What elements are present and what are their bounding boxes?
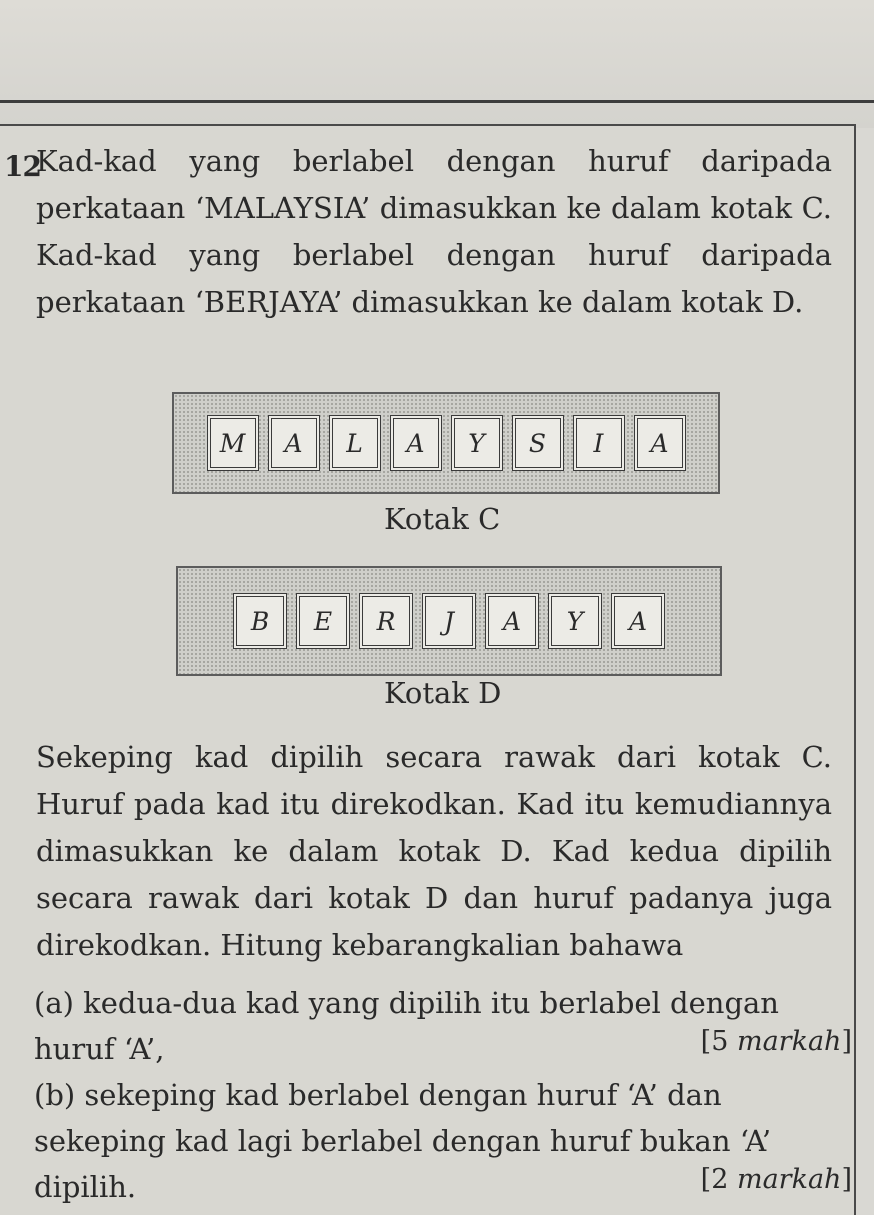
question-intro: Kad-kad yang berlabel dengan huruf daripada perkataan ‘MALAYSIA’ dimasukkan ke dalam kotak C. Kad-kad yang berlabel dengan huruf daripada perkataan ‘BERJAYA’ dimasukkan ke dalam kotak D. xyxy=(36,144,832,319)
card-c-1: M xyxy=(207,415,259,471)
part-b-marks-word: markah xyxy=(736,1164,842,1195)
part-a-marks-word: markah xyxy=(736,1026,842,1057)
card-c-5: Y xyxy=(451,415,503,471)
top-divider xyxy=(0,100,874,103)
card-d-3: R xyxy=(359,593,413,649)
card-d-5: A xyxy=(485,593,539,649)
kotak-d-label: Kotak D xyxy=(384,676,502,710)
part-a-marks xyxy=(701,1026,852,1057)
part-b-marks-num: [2 xyxy=(700,1164,729,1195)
page-top-blank xyxy=(0,0,874,128)
question-number: 12 xyxy=(4,150,41,183)
part-b-marks-close: ] xyxy=(841,1164,852,1195)
part-a-text: kedua-dua kad yang dipilih itu berlabel dengan huruf ‘A’, xyxy=(34,986,779,1066)
part-a-marks-num: [5 xyxy=(700,1026,729,1057)
card-d-1: B xyxy=(233,593,287,649)
card-c-4: A xyxy=(390,415,442,471)
card-c-2: A xyxy=(268,415,320,471)
question-body: Sekeping kad dipilih secara rawak dari kotak C. Huruf pada kad itu direkodkan. Kad itu kemudiannya dimasukkan ke dalam kotak D. Kad kedua dipilih secara rawak dari kotak D dan huruf padanya juga direkodkan. Hitung kebarangkalian bahawa xyxy=(36,740,832,962)
card-d-4: J xyxy=(422,593,476,649)
part-a-marks-close: ] xyxy=(841,1026,852,1057)
part-b-marks xyxy=(701,1164,852,1195)
card-c-3: L xyxy=(329,415,381,471)
card-d-7: A xyxy=(611,593,665,649)
card-c-6: S xyxy=(512,415,564,471)
part-b-text: sekeping kad berlabel dengan huruf ‘A’ dan sekeping kad lagi berlabel dengan huruf bukan ‘A’ dipilih. xyxy=(34,1078,772,1204)
part-b-label: (b) xyxy=(34,1078,76,1112)
card-c-7: I xyxy=(573,415,625,471)
kotak-c-box xyxy=(172,392,720,494)
card-d-2: E xyxy=(296,593,350,649)
kotak-c-label: Kotak C xyxy=(384,502,501,536)
card-d-6: Y xyxy=(548,593,602,649)
card-c-8: A xyxy=(634,415,686,471)
part-a-label: (a) xyxy=(34,986,74,1020)
kotak-d-box xyxy=(176,566,722,676)
